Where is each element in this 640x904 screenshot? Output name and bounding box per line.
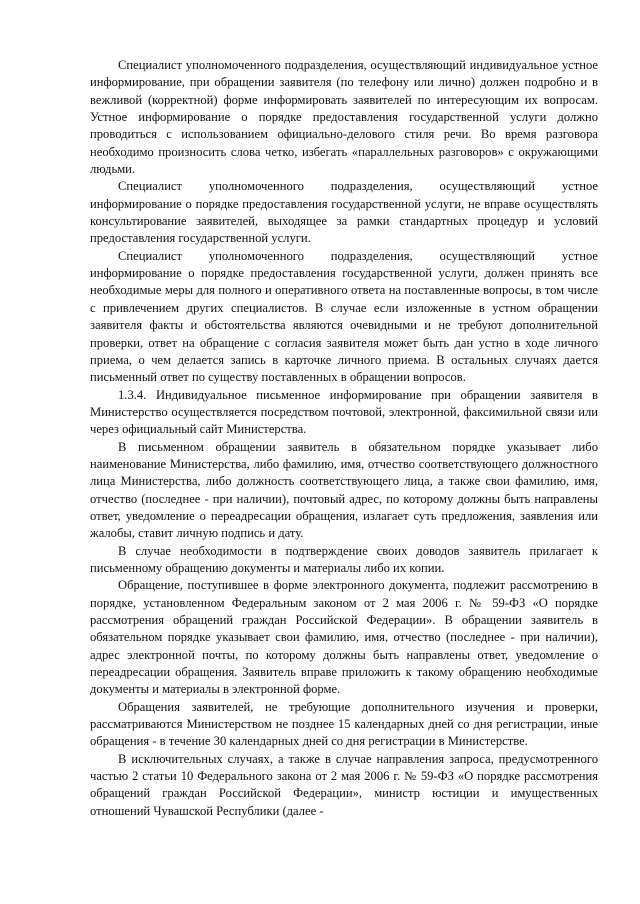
paragraph-attachments: В случае необходимости в подтверждение своих доводов заявитель прилагает к письменному обращению документы и материалы либо их копии. bbox=[90, 543, 598, 575]
paragraph-exceptional-cases: В исключительных случаях, а также в случае направления запроса, предусмотренного частью 2 статьи 10 Федерального закона от 2 мая 2006 г. № 59-ФЗ «О порядке рассмотрения обращений граждан Российской Федерации», министр юстиции и имущественных отношений Чувашской Республики (далее - bbox=[90, 751, 598, 818]
paragraph-written-informing: 1.3.4. Индивидуальное письменное информирование при обращении заявителя в Министерство осуществляется посредством почтовой, электронной, факсимильной связи или через официальный сайт Министерства. bbox=[90, 387, 598, 437]
paragraph-electronic-request: Обращение, поступившее в форме электронного документа, подлежит рассмотрению в порядке, установленном Федеральным законом от 2 мая 2006 г. № 59-ФЗ «О порядке рассмотрения обращений граждан Российской Федерации». В обращении заявитель в обязательном порядке указывает свои фамилию, имя, отчество (последнее - при наличии), адрес электронной почты, по которому должны быть направлены ответ, уведомление о переадресации обращения. Заявитель вправе приложить к такому обращению необходимые документы и материалы в электронной форме. bbox=[90, 578, 598, 697]
paragraph-full-answer-measures: Специалист уполномоченного подразделения, осуществляющий устное информирование о порядке предоставления государственной услуги, должен принять все необходимые меры для полного и оперативного ответа на поставленные вопросы, в том числе с привлечением других специалистов. В случае если изложенные в устном обращении заявителя факты и обстоятельства являются очевидными и не требуют дополнительной проверки, ответ на обращение с согласия заявителя может быть дан устно в ходе личного приема, о чем делается запись в карточке личного приема. В остальных случаях дается письменный ответ по существу поставленных в обращении вопросов. bbox=[90, 248, 598, 385]
paragraph-written-request-contents: В письменном обращении заявитель в обязательном порядке указывает либо наименование Министерства, либо фамилию, имя, отчество соответствующего должностного лица Министерства, либо должность соответствующего лица, а также свои фамилию, имя, отчество (последнее - при наличии), почтовый адрес, по которому должны быть направлены ответ, уведомление о переадресации обращения, излагает суть предложения, заявления или жалобы, ставит личную подпись и дату. bbox=[90, 439, 598, 541]
paragraph-consultation-limits: Специалист уполномоченного подразделения, осуществляющий устное информирование о порядке предоставления государственной услуги, не вправе осуществлять консультирование заявителей, выходящее за рамки стандартных процедур и условий предоставления государственной услуги. bbox=[90, 179, 598, 246]
document-page bbox=[90, 57, 598, 820]
paragraph-oral-informing-manner: Специалист уполномоченного подразделения, осуществляющий индивидуальное устное информирование, при обращении заявителя (по телефону или лично) должен подробно и в вежливой (корректной) форме информировать заявителей по интересующим их вопросам. Устное информирование о порядке предоставления государственной услуги должно проводиться с использованием официально-делового стиля речи. Во время разговора необходимо произносить слова четко, избегать «параллельных разговоров» с окружающими людьми. bbox=[90, 58, 598, 177]
paragraph-review-deadlines: Обращения заявителей, не требующие дополнительного изучения и проверки, рассматриваются Министерством не позднее 15 календарных дней со дня регистрации, иные обращения - в течение 30 календарных дней со дня регистрации в Министерстве. bbox=[90, 699, 598, 749]
